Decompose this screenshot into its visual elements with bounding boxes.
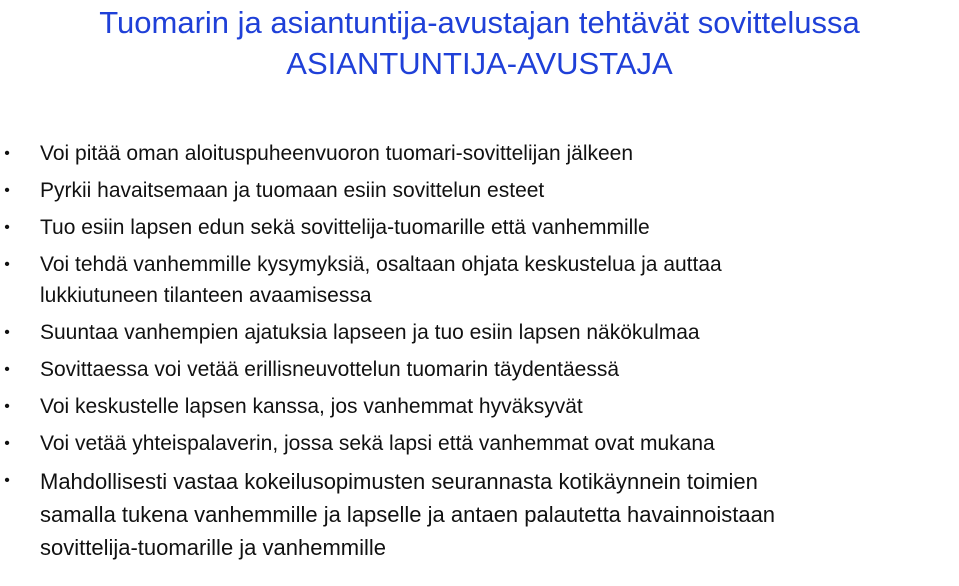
bullet-text: Mahdollisesti vastaa kokeilusopimusten seurannasta kotikäynnein toimien samalla tukena vanhemmille ja lapselle ja antaen palautetta havainnoistaan sovittelija-tuomarille ja vanhemmille (40, 469, 776, 560)
bullet-text: Suuntaa vanhempien ajatuksia lapseen ja tuo esiin lapsen näkökulmaa (40, 321, 700, 344)
slide-title-line-2: ASIANTUNTIJA-AVUSTAJA (286, 46, 673, 81)
bullet-item (0, 465, 959, 564)
bullet-dot-icon: • (4, 472, 10, 489)
bullet-text: Sovittaessa voi vetää erillisneuvottelun tuomarin täydentäessä (40, 358, 619, 381)
bullet-item (0, 175, 959, 206)
bullet-text: Pyrkii havaitsemaan ja tuomaan esiin sovittelun esteet (40, 179, 545, 202)
bullet-list (0, 138, 959, 570)
slide-title-line-1: Tuomarin ja asiantuntija-avustajan tehtävät sovittelussa (99, 5, 860, 40)
bullet-item (0, 138, 959, 169)
bullet-item (0, 391, 959, 422)
slide-title (0, 2, 959, 84)
bullet-dot-icon: • (4, 435, 10, 452)
bullet-item (0, 249, 959, 311)
bullet-text: Tuo esiin lapsen edun sekä sovittelija-tuomarille että vanhemmille (40, 216, 650, 239)
bullet-text: Voi vetää yhteispalaverin, jossa sekä lapsi että vanhemmat ovat mukana (40, 432, 715, 455)
bullet-dot-icon: • (4, 324, 10, 341)
bullet-text: Voi pitää oman aloituspuheenvuoron tuomari-sovittelijan jälkeen (40, 142, 634, 165)
bullet-dot-icon: • (4, 256, 10, 273)
bullet-dot-icon: • (4, 182, 10, 199)
bullet-dot-icon: • (4, 361, 10, 378)
bullet-item (0, 212, 959, 243)
bullet-dot-icon: • (4, 145, 10, 162)
bullet-text: Voi tehdä vanhemmille kysymyksiä, osaltaan ohjata keskustelua ja auttaa lukkiutuneen tilanteen avaamisessa (40, 253, 722, 307)
bullet-item (0, 428, 959, 459)
bullet-item (0, 317, 959, 348)
bullet-item (0, 354, 959, 385)
bullet-dot-icon: • (4, 398, 10, 415)
bullet-dot-icon: • (4, 219, 10, 236)
bullet-text: Voi keskustelle lapsen kanssa, jos vanhemmat hyväksyvät (40, 395, 583, 418)
